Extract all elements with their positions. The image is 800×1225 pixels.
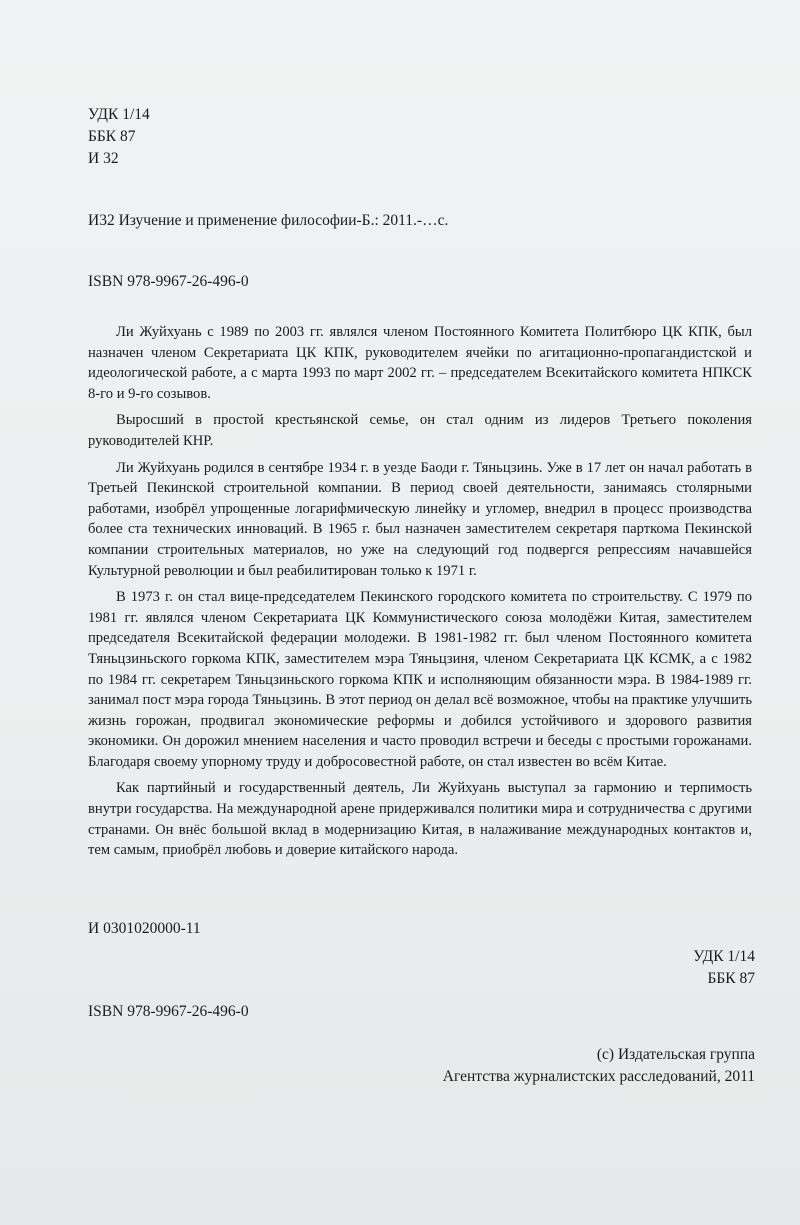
abstract-paragraph: Выросший в простой крестьянской семье, он стал одним из лидеров Третьего поколения руководителей КНР. <box>88 412 752 449</box>
abstract-paragraph: В 1973 г. он стал вице-председателем Пекинского городского комитета по строительству. С 1979 по 1981 гг. являлся членом Секретариата ЦК Коммунистического союза молодёжи Китая, заместителем председателя Всекитайской федерации молодежи. В 1981-1982 гг. был членом Постоянного комитета Тяньцзиньского горкома КПК, заместителем мэра Тяньцзиня, членом Секретариата ЦК КСМК, а с 1982 по 1984 гг. секретарем Тяньцзиньского горкома КПК и исполняющим обязанности мэра. В 1984-1989 гг. занимал пост мэра города Тяньцзинь. В этот период он делал всё возможное, чтобы на практике улучшить жизнь горожан, продвигал экономические реформы и добился устойчивого и здорового развития экономики. Он дорожил мнением населения и часто проводил встречи и беседы с простыми горожанами. Благодаря своему упорному труду и добросовестной работе, он стал известен во всём Китае. <box>88 589 752 770</box>
copyright-line-1: (с) Издательская группа <box>596 1046 755 1063</box>
udk-code-bottom: УДК 1/14 <box>693 948 755 965</box>
author-mark: И 32 <box>88 150 119 167</box>
abstract-text <box>88 322 752 867</box>
abstract-paragraph: Ли Жуйхуань с 1989 по 2003 гг. являлся членом Постоянного Комитета Политбюро ЦК КПК, был назначен членом Секретариата ЦК КПК, руководителем ячейки по агитационно-пропагандистской и идеологической работе, а с марта 1993 по март 2002 гг. – председателем Всекитайского комитета НПКСК 8-го и 9-го созывов. <box>88 324 752 402</box>
publication-code: И 0301020000-11 <box>88 920 201 937</box>
bbk-code-bottom: ББК 87 <box>707 970 755 987</box>
abstract-paragraph: Как партийный и государственный деятель, Ли Жуйхуань выступал за гармонию и терпимость внутри государства. На международной арене придерживался политики мира и сотрудничества с другими странами. Он внёс большой вклад в модернизацию Китая, в налаживание международных контактов и, тем самым, приобрёл любовь и доверие китайского народа. <box>88 780 752 859</box>
catalog-entry: И32 Изучение и применение философии-Б.: 2011.-…с. <box>88 212 449 229</box>
classification-codes <box>88 104 150 170</box>
isbn-top: ISBN 978-9967-26-496-0 <box>88 273 249 290</box>
copyright-notice <box>443 1044 755 1088</box>
bbk-code: ББК 87 <box>88 128 136 145</box>
classification-codes-bottom <box>693 946 755 990</box>
copyright-line-2: Агентства журналистских расследований, 2011 <box>442 1068 755 1085</box>
udk-code: УДК 1/14 <box>88 106 150 123</box>
abstract-paragraph: Ли Жуйхуань родился в сентябре 1934 г. в уезде Баоди г. Тяньцзинь. Уже в 17 лет он начал работать в Третьей Пекинской строительной компании. В период своей деятельности, занимаясь столярными работами, изобрёл упрощенные логарифмическую линейку и угломер, внедрил в процесс производства более ста технических инноваций. В 1965 г. был назначен заместителем секретаря парткома Пекинской компании строительных материалов, но уже на следующий год подвергся репрессиям начавшейся Культурной революции и был реабилитирован только к 1971 г. <box>88 459 752 579</box>
isbn-bottom: ISBN 978-9967-26-496-0 <box>88 1003 249 1020</box>
